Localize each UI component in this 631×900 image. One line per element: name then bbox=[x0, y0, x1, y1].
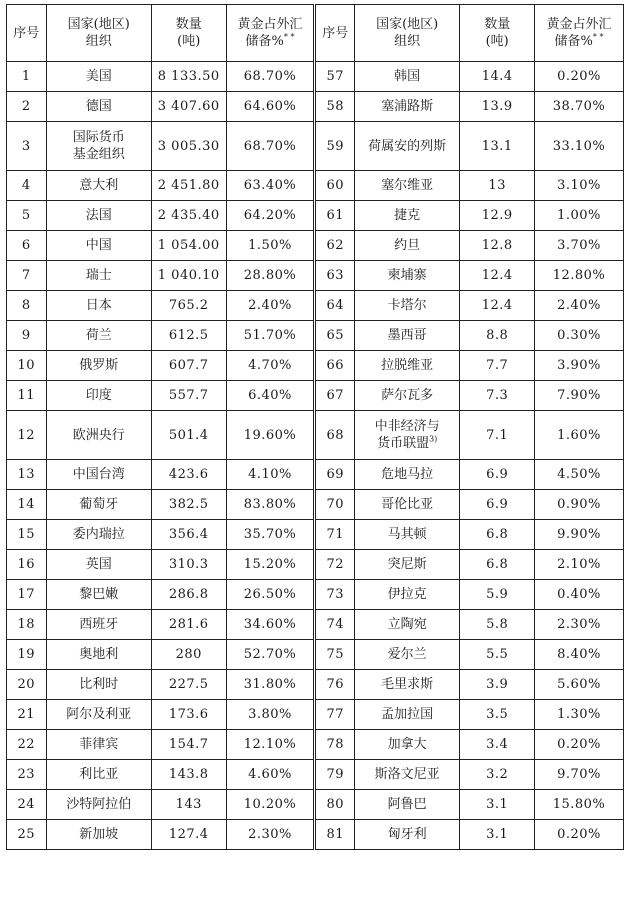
cell-gold-share: 0.90% bbox=[535, 490, 624, 520]
cell-quantity: 281.6 bbox=[151, 610, 226, 640]
cell-gold-share: 52.70% bbox=[226, 640, 315, 670]
cell-country: 德国 bbox=[46, 92, 151, 122]
cell-index: 73 bbox=[315, 580, 355, 610]
cell-country: 萨尔瓦多 bbox=[354, 381, 459, 411]
cell-quantity: 6.9 bbox=[460, 460, 535, 490]
cell-country: 西班牙 bbox=[46, 610, 151, 640]
cell-quantity: 1 054.00 bbox=[151, 231, 226, 261]
cell-index: 21 bbox=[7, 700, 47, 730]
cell-index: 1 bbox=[7, 62, 47, 92]
cell-gold-share: 63.40% bbox=[226, 171, 315, 201]
cell-quantity: 127.4 bbox=[151, 820, 226, 850]
cell-country: 马其顿 bbox=[354, 520, 459, 550]
cell-gold-share: 38.70% bbox=[535, 92, 624, 122]
table-row bbox=[7, 820, 624, 850]
cell-gold-share: 4.50% bbox=[535, 460, 624, 490]
cell-quantity: 173.6 bbox=[151, 700, 226, 730]
cell-index: 5 bbox=[7, 201, 47, 231]
cell-country: 突尼斯 bbox=[354, 550, 459, 580]
table-row bbox=[7, 610, 624, 640]
cell-quantity: 356.4 bbox=[151, 520, 226, 550]
cell-country: 英国 bbox=[46, 550, 151, 580]
cell-index: 11 bbox=[7, 381, 47, 411]
cell-quantity: 501.4 bbox=[151, 411, 226, 460]
cell-quantity: 12.8 bbox=[460, 231, 535, 261]
cell-quantity: 7.1 bbox=[460, 411, 535, 460]
cell-index: 17 bbox=[7, 580, 47, 610]
cell-index: 9 bbox=[7, 321, 47, 351]
table-row bbox=[7, 640, 624, 670]
header-footnote-mark: * * bbox=[283, 32, 295, 42]
cell-quantity: 7.7 bbox=[460, 351, 535, 381]
cell-country: 毛里求斯 bbox=[354, 670, 459, 700]
table-row bbox=[7, 790, 624, 820]
cell-quantity: 12.4 bbox=[460, 261, 535, 291]
cell-country: 利比亚 bbox=[46, 760, 151, 790]
header-quantity: 数量 (吨) bbox=[151, 5, 226, 62]
cell-gold-share: 2.10% bbox=[535, 550, 624, 580]
cell-gold-share: 83.80% bbox=[226, 490, 315, 520]
table-row bbox=[7, 261, 624, 291]
cell-country: 哥伦比亚 bbox=[354, 490, 459, 520]
cell-gold-share: 3.10% bbox=[535, 171, 624, 201]
cell-gold-share: 6.40% bbox=[226, 381, 315, 411]
cell-index: 57 bbox=[315, 62, 355, 92]
cell-quantity: 3 407.60 bbox=[151, 92, 226, 122]
cell-quantity: 607.7 bbox=[151, 351, 226, 381]
cell-index: 66 bbox=[315, 351, 355, 381]
cell-quantity: 3 005.30 bbox=[151, 122, 226, 171]
cell-gold-share: 0.20% bbox=[535, 730, 624, 760]
cell-gold-share: 0.20% bbox=[535, 820, 624, 850]
cell-index: 79 bbox=[315, 760, 355, 790]
header-gold-share: 黄金占外汇 储备%* * bbox=[226, 5, 315, 62]
cell-quantity: 13 bbox=[460, 171, 535, 201]
cell-country: 新加坡 bbox=[46, 820, 151, 850]
cell-quantity: 310.3 bbox=[151, 550, 226, 580]
footnote-mark: 3) bbox=[429, 434, 438, 444]
cell-index: 77 bbox=[315, 700, 355, 730]
cell-country: 荷兰 bbox=[46, 321, 151, 351]
cell-index: 10 bbox=[7, 351, 47, 381]
table-row bbox=[7, 92, 624, 122]
cell-index: 16 bbox=[7, 550, 47, 580]
header-country: 国家(地区) 组织 bbox=[46, 5, 151, 62]
table-row bbox=[7, 490, 624, 520]
cell-index: 19 bbox=[7, 640, 47, 670]
cell-gold-share: 28.80% bbox=[226, 261, 315, 291]
cell-country: 拉脱维亚 bbox=[354, 351, 459, 381]
cell-quantity: 3.1 bbox=[460, 790, 535, 820]
cell-index: 78 bbox=[315, 730, 355, 760]
cell-country: 危地马拉 bbox=[354, 460, 459, 490]
table-row bbox=[7, 122, 624, 171]
cell-index: 7 bbox=[7, 261, 47, 291]
cell-gold-share: 0.40% bbox=[535, 580, 624, 610]
cell-index: 8 bbox=[7, 291, 47, 321]
cell-country: 卡塔尔 bbox=[354, 291, 459, 321]
cell-index: 62 bbox=[315, 231, 355, 261]
cell-country: 沙特阿拉伯 bbox=[46, 790, 151, 820]
cell-country: 墨西哥 bbox=[354, 321, 459, 351]
table-row bbox=[7, 201, 624, 231]
cell-gold-share: 12.80% bbox=[535, 261, 624, 291]
cell-quantity: 6.8 bbox=[460, 550, 535, 580]
cell-country: 阿尔及利亚 bbox=[46, 700, 151, 730]
cell-quantity: 12.9 bbox=[460, 201, 535, 231]
cell-quantity: 5.9 bbox=[460, 580, 535, 610]
cell-index: 58 bbox=[315, 92, 355, 122]
cell-index: 74 bbox=[315, 610, 355, 640]
cell-gold-share: 4.10% bbox=[226, 460, 315, 490]
cell-country: 柬埔寨 bbox=[354, 261, 459, 291]
cell-index: 81 bbox=[315, 820, 355, 850]
cell-gold-share: 2.40% bbox=[535, 291, 624, 321]
cell-country: 匈牙利 bbox=[354, 820, 459, 850]
table-row bbox=[7, 550, 624, 580]
table-row bbox=[7, 580, 624, 610]
cell-quantity: 14.4 bbox=[460, 62, 535, 92]
cell-quantity: 8 133.50 bbox=[151, 62, 226, 92]
cell-country: 美国 bbox=[46, 62, 151, 92]
cell-country: 欧洲央行 bbox=[46, 411, 151, 460]
cell-quantity: 382.5 bbox=[151, 490, 226, 520]
cell-country: 中国台湾 bbox=[46, 460, 151, 490]
cell-country: 俄罗斯 bbox=[46, 351, 151, 381]
cell-quantity: 154.7 bbox=[151, 730, 226, 760]
cell-gold-share: 1.60% bbox=[535, 411, 624, 460]
table-row bbox=[7, 62, 624, 92]
cell-quantity: 3.1 bbox=[460, 820, 535, 850]
cell-quantity: 13.9 bbox=[460, 92, 535, 122]
cell-index: 75 bbox=[315, 640, 355, 670]
table-row bbox=[7, 670, 624, 700]
cell-gold-share: 15.20% bbox=[226, 550, 315, 580]
table-row bbox=[7, 381, 624, 411]
cell-quantity: 557.7 bbox=[151, 381, 226, 411]
cell-quantity: 280 bbox=[151, 640, 226, 670]
cell-gold-share: 2.40% bbox=[226, 291, 315, 321]
cell-index: 65 bbox=[315, 321, 355, 351]
cell-gold-share: 5.60% bbox=[535, 670, 624, 700]
table-body bbox=[7, 62, 624, 850]
cell-gold-share: 0.20% bbox=[535, 62, 624, 92]
cell-country: 阿鲁巴 bbox=[354, 790, 459, 820]
cell-quantity: 765.2 bbox=[151, 291, 226, 321]
cell-country: 法国 bbox=[46, 201, 151, 231]
header-country: 国家(地区) 组织 bbox=[354, 5, 459, 62]
cell-gold-share: 9.90% bbox=[535, 520, 624, 550]
header-quantity: 数量 (吨) bbox=[460, 5, 535, 62]
cell-index: 3 bbox=[7, 122, 47, 171]
cell-gold-share: 10.20% bbox=[226, 790, 315, 820]
cell-country: 捷克 bbox=[354, 201, 459, 231]
cell-country: 斯洛文尼亚 bbox=[354, 760, 459, 790]
cell-country: 日本 bbox=[46, 291, 151, 321]
cell-index: 6 bbox=[7, 231, 47, 261]
cell-index: 20 bbox=[7, 670, 47, 700]
cell-gold-share: 68.70% bbox=[226, 122, 315, 171]
table-row bbox=[7, 231, 624, 261]
cell-index: 71 bbox=[315, 520, 355, 550]
cell-quantity: 3.4 bbox=[460, 730, 535, 760]
cell-country: 立陶宛 bbox=[354, 610, 459, 640]
cell-index: 14 bbox=[7, 490, 47, 520]
gold-reserves-table bbox=[6, 4, 624, 850]
cell-gold-share: 4.60% bbox=[226, 760, 315, 790]
cell-country: 塞浦路斯 bbox=[354, 92, 459, 122]
cell-index: 72 bbox=[315, 550, 355, 580]
cell-gold-share: 35.70% bbox=[226, 520, 315, 550]
cell-index: 18 bbox=[7, 610, 47, 640]
cell-index: 13 bbox=[7, 460, 47, 490]
cell-index: 59 bbox=[315, 122, 355, 171]
cell-quantity: 2 451.80 bbox=[151, 171, 226, 201]
cell-gold-share: 8.40% bbox=[535, 640, 624, 670]
cell-gold-share: 2.30% bbox=[535, 610, 624, 640]
cell-country: 意大利 bbox=[46, 171, 151, 201]
cell-gold-share: 51.70% bbox=[226, 321, 315, 351]
cell-index: 70 bbox=[315, 490, 355, 520]
cell-quantity: 286.8 bbox=[151, 580, 226, 610]
cell-country: 委内瑞拉 bbox=[46, 520, 151, 550]
cell-gold-share: 15.80% bbox=[535, 790, 624, 820]
cell-index: 63 bbox=[315, 261, 355, 291]
cell-quantity: 3.9 bbox=[460, 670, 535, 700]
cell-quantity: 12.4 bbox=[460, 291, 535, 321]
cell-index: 69 bbox=[315, 460, 355, 490]
table-row bbox=[7, 760, 624, 790]
cell-country: 奥地利 bbox=[46, 640, 151, 670]
cell-country: 菲律宾 bbox=[46, 730, 151, 760]
cell-gold-share: 1.50% bbox=[226, 231, 315, 261]
table-row bbox=[7, 460, 624, 490]
cell-quantity: 3.2 bbox=[460, 760, 535, 790]
cell-gold-share: 68.70% bbox=[226, 62, 315, 92]
cell-gold-share: 12.10% bbox=[226, 730, 315, 760]
cell-index: 15 bbox=[7, 520, 47, 550]
cell-gold-share: 26.50% bbox=[226, 580, 315, 610]
cell-gold-share: 7.90% bbox=[535, 381, 624, 411]
cell-gold-share: 3.70% bbox=[535, 231, 624, 261]
cell-country: 加拿大 bbox=[354, 730, 459, 760]
cell-index: 68 bbox=[315, 411, 355, 460]
header-index: 序号 bbox=[7, 5, 47, 62]
cell-country: 塞尔维亚 bbox=[354, 171, 459, 201]
cell-gold-share: 1.00% bbox=[535, 201, 624, 231]
cell-country: 瑞士 bbox=[46, 261, 151, 291]
table-row bbox=[7, 351, 624, 381]
cell-country: 印度 bbox=[46, 381, 151, 411]
table-row bbox=[7, 291, 624, 321]
header-index: 序号 bbox=[315, 5, 355, 62]
table-header bbox=[7, 5, 624, 62]
table-row bbox=[7, 520, 624, 550]
cell-index: 23 bbox=[7, 760, 47, 790]
cell-gold-share: 3.80% bbox=[226, 700, 315, 730]
cell-quantity: 2 435.40 bbox=[151, 201, 226, 231]
cell-country: 中非经济与 货币联盟$^{3)}$ bbox=[354, 411, 459, 460]
cell-quantity: 612.5 bbox=[151, 321, 226, 351]
header-footnote-mark: * * bbox=[592, 32, 604, 42]
cell-country: 韩国 bbox=[354, 62, 459, 92]
cell-index: 80 bbox=[315, 790, 355, 820]
cell-country: 荷属安的列斯 bbox=[354, 122, 459, 171]
table-row bbox=[7, 171, 624, 201]
cell-gold-share: 31.80% bbox=[226, 670, 315, 700]
cell-gold-share: 64.60% bbox=[226, 92, 315, 122]
cell-quantity: 7.3 bbox=[460, 381, 535, 411]
cell-gold-share: 19.60% bbox=[226, 411, 315, 460]
cell-country: 葡萄牙 bbox=[46, 490, 151, 520]
cell-gold-share: 64.20% bbox=[226, 201, 315, 231]
cell-country: 比利时 bbox=[46, 670, 151, 700]
cell-index: 22 bbox=[7, 730, 47, 760]
cell-gold-share: 2.30% bbox=[226, 820, 315, 850]
gold-reserves-table-container bbox=[6, 4, 624, 850]
cell-index: 76 bbox=[315, 670, 355, 700]
cell-index: 2 bbox=[7, 92, 47, 122]
cell-quantity: 13.1 bbox=[460, 122, 535, 171]
cell-index: 4 bbox=[7, 171, 47, 201]
cell-country: 黎巴嫩 bbox=[46, 580, 151, 610]
table-row bbox=[7, 411, 624, 460]
cell-country: 孟加拉国 bbox=[354, 700, 459, 730]
cell-index: 64 bbox=[315, 291, 355, 321]
cell-gold-share: 1.30% bbox=[535, 700, 624, 730]
cell-index: 12 bbox=[7, 411, 47, 460]
cell-index: 67 bbox=[315, 381, 355, 411]
cell-quantity: 227.5 bbox=[151, 670, 226, 700]
cell-quantity: 6.9 bbox=[460, 490, 535, 520]
cell-gold-share: 9.70% bbox=[535, 760, 624, 790]
cell-index: 24 bbox=[7, 790, 47, 820]
cell-quantity: 5.5 bbox=[460, 640, 535, 670]
cell-country: 爱尔兰 bbox=[354, 640, 459, 670]
table-row bbox=[7, 700, 624, 730]
cell-gold-share: 33.10% bbox=[535, 122, 624, 171]
header-row bbox=[7, 5, 624, 62]
cell-gold-share: 0.30% bbox=[535, 321, 624, 351]
cell-index: 61 bbox=[315, 201, 355, 231]
cell-quantity: 8.8 bbox=[460, 321, 535, 351]
cell-gold-share: 34.60% bbox=[226, 610, 315, 640]
cell-country: 伊拉克 bbox=[354, 580, 459, 610]
cell-index: 60 bbox=[315, 171, 355, 201]
cell-quantity: 5.8 bbox=[460, 610, 535, 640]
cell-country: 国际货币 基金组织 bbox=[46, 122, 151, 171]
cell-index: 25 bbox=[7, 820, 47, 850]
header-gold-share: 黄金占外汇 储备%* * bbox=[535, 5, 624, 62]
cell-gold-share: 4.70% bbox=[226, 351, 315, 381]
cell-quantity: 143 bbox=[151, 790, 226, 820]
cell-quantity: 1 040.10 bbox=[151, 261, 226, 291]
cell-country: 约旦 bbox=[354, 231, 459, 261]
cell-quantity: 6.8 bbox=[460, 520, 535, 550]
cell-quantity: 3.5 bbox=[460, 700, 535, 730]
cell-country: 中国 bbox=[46, 231, 151, 261]
cell-quantity: 143.8 bbox=[151, 760, 226, 790]
table-row bbox=[7, 730, 624, 760]
table-row bbox=[7, 321, 624, 351]
cell-gold-share: 3.90% bbox=[535, 351, 624, 381]
cell-quantity: 423.6 bbox=[151, 460, 226, 490]
